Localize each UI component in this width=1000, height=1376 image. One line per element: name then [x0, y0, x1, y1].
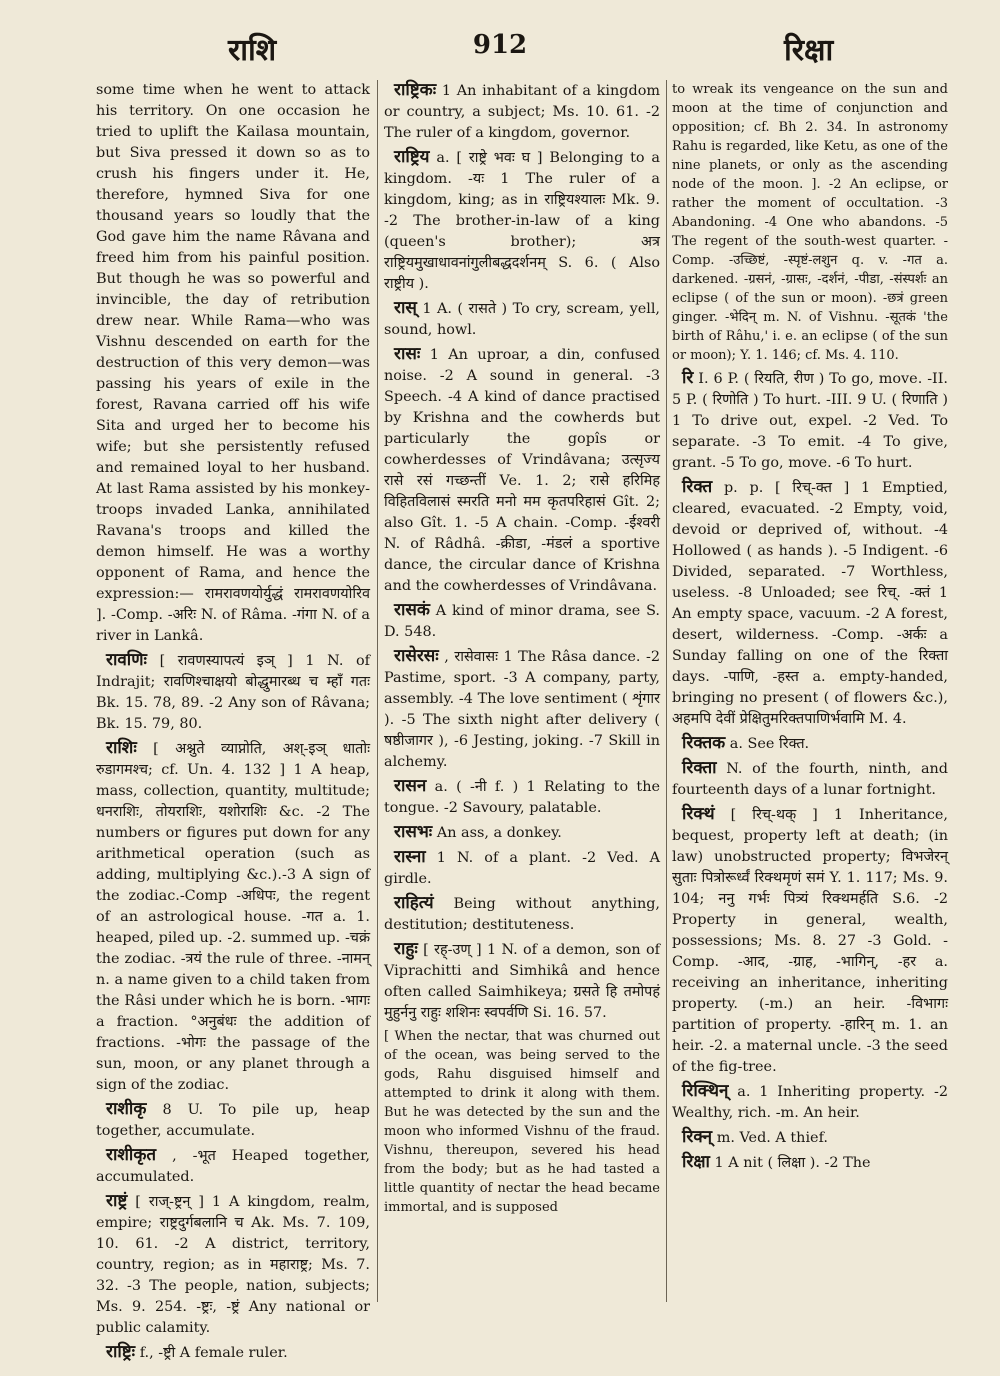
- entry-headword: रासकं: [394, 600, 430, 620]
- column-divider: [666, 80, 667, 1302]
- entry-text: 8 U. To pile up, heap together, accumulate.: [96, 1102, 370, 1139]
- entry-headword: रिक्ता: [682, 758, 717, 778]
- entry-headword: रिक्त: [682, 477, 713, 497]
- dictionary-entry: [384, 80, 660, 144]
- entry-headword: रिक्न्: [682, 1127, 713, 1147]
- entry-text: [ राज्-ष्ट्रन् ] 1 A kingdom, realm, empire; राष्ट्रदुर्गबलानि च Ak. Ms. 7. 109, 10. 61. -2 A district, territory, country, region; as in महाराष्ट्र; Ms. 7. 32. -3 The people, nation, subjects; Ms. 9. 254. -ष्ट्रः, -ष्ट्रं Any national or public calamity.: [96, 1194, 371, 1336]
- entry-text: An ass, a donkey.: [436, 825, 562, 841]
- column-right: [672, 80, 948, 1300]
- entry-text: [ रावणस्यापत्यं इञ् ] 1 N. of Indrajit; रावणिश्चाक्षयो बोद्धुमारब्ध च म्हाँ गतः Bk. 15. 78, 89. -2 Any son of Râvana; Bk. 15. 79, 80.: [96, 653, 370, 732]
- entry-headword: राहित्यं: [394, 893, 434, 913]
- dictionary-entry: [384, 600, 660, 643]
- dictionary-entry: [672, 80, 948, 365]
- entry-text: 1 N. of a plant. -2 Ved. A girdle.: [384, 850, 661, 887]
- entry-text: A kind of minor drama, see S. D. 548.: [384, 603, 661, 640]
- dictionary-entry: [384, 776, 660, 819]
- entry-text: some time when he went to attack his territory. On one occasion he tried to uplift the Kailasa mountain, but Siva pressed it down so as to crush his fingers under it. He, therefore, hymned Siva for one thousand years so loudly that the God gave him the name Râvana and freed him from his painful position. But though he was so powerful and invincible, the day of retribution drew near. While Rama—who was Vishnu descended on earth for the destruction of this very demon—was passing his years of exile in the forest, Ravana carried off his wife Sita and urged her to become his wife; but she persistently refused and remained loyal to her husband. At last Rama assisted by his monkey-troops invaded Lanka, annihilated Ravana's troops and killed the demon himself. He was a worthy opponent of Rama, and hence the expression:— रामरावणयोर्युद्धं रामरावणयोरिव ]. -Comp. -अरिः N. of Râma. -गंगा N. of a river in Lankâ.: [96, 82, 370, 644]
- dictionary-entry: [384, 147, 660, 295]
- entry-text: [ When the nectar, that was churned out of the ocean, was being served to the gods, Rahu disguised himself and attempted to drink it along with them. But he was detected by the sun and the moon who informed Vishnu of the fraud. Vishnu, thereupon, severed his head from the body; but as he had tasted a little quantity of nectar the head became immortal, and is supposed: [384, 1029, 660, 1215]
- column-left: [96, 80, 371, 1362]
- entry-text: a. ( -नी f. ) 1 Relating to the tongue. -2 Savoury, palatable.: [384, 779, 660, 816]
- entry-text: a. 1 Inheriting property. -2 Wealthy, rich. -m. An heir.: [672, 1084, 948, 1121]
- entry-headword: रास्: [394, 298, 417, 318]
- dictionary-entry: [96, 80, 370, 647]
- entry-text: , रासेवासः 1 The Râsa dance. -2 Pastime, sport. -3 A company, party, assembly. -4 The love sentiment ( शृंगार ). -5 The sixth night after delivery ( षष्ठीजागर ), -6 Jesting, joking. -7 Skill in alchemy.: [384, 649, 661, 770]
- entry-text: m. Ved. A thief.: [716, 1130, 828, 1146]
- dictionary-entry: [96, 738, 370, 1096]
- entry-text: [ रह्-उण् ] 1 N. of a demon, son of Viprachitti and Simhikâ and hence often called Saimhikeya; ग्रसते हि तमोपहं मुहुर्ननु राहुः शशिनः स्वपर्वणि Si. 16. 57.: [384, 942, 660, 1021]
- entry-text: Being without anything, destitution; destituteness.: [384, 896, 661, 933]
- entry-text: 1 A. ( रासते ) To cry, scream, yell, sound, howl.: [384, 301, 660, 338]
- dictionary-entry: [384, 344, 660, 597]
- dictionary-entry: [384, 893, 660, 936]
- dictionary-entry: [96, 1191, 370, 1339]
- entry-text: p. p. [ रिच्-क्त ] 1 Emptied, cleared, evacuated. -2 Empty, void, devoid or deprived of, without. -4 Hollowed ( as hands ). -5 Indigent. -6 Divided, separated. -7 Worthless, useless. -8 Unloaded; see रिच्. -क्तं 1 An empty space, vacuum. -2 A forest, desert, wilderness. -Comp. -अर्कः a Sunday falling on one of the रिक्ता days. -पाणि, -हस्त a. empty-handed, bringing no present ( of flowers &c.), अहमपि देवीं प्रेक्षितुमरिक्तपाणिर्भवामि M. 4.: [672, 480, 949, 727]
- entry-text: , -भूत Heaped together, accumulated.: [96, 1148, 370, 1185]
- entry-headword: राष्ट्रिय: [394, 147, 430, 167]
- dictionary-entry: [384, 939, 660, 1024]
- dictionary-entry: [672, 368, 948, 474]
- running-head-right: रिक्षा: [784, 33, 834, 68]
- entry-headword: राशिः: [106, 738, 137, 758]
- dictionary-entry: [672, 804, 948, 1078]
- dictionary-entry: [672, 1152, 948, 1174]
- running-head-left: राशि: [228, 33, 277, 68]
- dictionary-entry: [96, 1342, 370, 1364]
- entry-headword: राष्ट्रिः: [106, 1342, 136, 1362]
- entry-headword: रासः: [394, 344, 421, 364]
- entry-text: I. 6 P. ( रियति, रीण ) To go, move. -II. 5 P. ( रिणोति ) To hurt. -III. 9 U. ( रिणाति ) 1 To drive out, expel. -2 Ved. To separate. -3 To emit. -4 To give, grant. -5 To go, move. -6 To hurt.: [672, 371, 949, 471]
- entry-headword: रासेरसः: [394, 646, 439, 666]
- dictionary-entry: [96, 1099, 370, 1142]
- entry-headword: रिक्षा: [682, 1152, 710, 1172]
- entry-headword: रिक्थिन्: [682, 1081, 729, 1101]
- entry-headword: रिक्थं: [682, 804, 715, 824]
- entry-text: [ रिच्-थक् ] 1 Inheritance, bequest, property left at death; (in law) unobstructed property; विभजेरन् सुताः पित्रोरूर्ध्वं रिक्थमृणं समं Y. 1. 117; Ms. 9. 104; ननु गर्भः पित्र्यं रिक्थमर्हति S.6. -2 Property in general, wealth, possessions; Ms. 8. 27 -3 Gold. -Comp. -आद, -ग्राह, -भागिन्, -हर a. receiving an inheritance, inheriting property. (-m.) an heir. -विभागः partition of property. -हारिन् m. 1. an heir. -2. a maternal uncle. -3 the seed of the fig-tree.: [672, 807, 949, 1075]
- entry-text: 1 An inhabitant of a kingdom or country, a subject; Ms. 10. 61. -2 The ruler of a kingdom, governor.: [384, 83, 661, 141]
- entry-headword: राहुः: [394, 939, 418, 959]
- entry-headword: रासन: [394, 776, 427, 796]
- dictionary-entry: [672, 733, 948, 755]
- entry-headword: राशीकृ: [106, 1099, 147, 1119]
- dictionary-entry: [384, 822, 660, 844]
- entry-headword: राष्ट्रं: [106, 1191, 128, 1211]
- entry-headword: रास्ना: [394, 847, 426, 867]
- dictionary-entry: [384, 646, 660, 773]
- entry-headword: रासभः: [394, 822, 433, 842]
- dictionary-entry: [96, 650, 370, 735]
- entry-text: a. [ राष्ट्रे भवः घ ] Belonging to a kingdom. -यः 1 The ruler of a kingdom, king; as in राष्ट्रियश्यालः Mk. 9. -2 The brother-in-law of a king (queen's brother); अत्र राष्ट्रियमुखाधावनांगुलीबद्धदर्शनम् S. 6. ( Also राष्ट्रीय ).: [384, 150, 660, 292]
- column-divider: [377, 80, 378, 1302]
- entry-text: 1 A nit ( लिक्षा ). -2 The: [714, 1155, 871, 1171]
- entry-text: [ अश्नुते व्याप्नोति, अश्-इञ् धातोः रुडागमश्च; cf. Un. 4. 132 ] 1 A heap, mass, collection, quantity, multitude; धनराशिः, तोयराशिः, यशोराशिः &c. -2 The numbers or figures put down for any arithmetical operation (such as adding, multiplying &c.).-3 A sign of the zodiac.-Comp -अधिपः, the regent of an astrological house. -गत a. 1. heaped, piled up. -2. summed up. -चक्रं the zodiac. -त्रयं the rule of three. -नामन् n. a name given to a child taken from the Râsi under which he is born. -भागः a fraction. °अनुबंधः the addition of fractions. -भोगः the passage of the sun, moon, or any planet through a sign of the zodiac.: [96, 741, 370, 1093]
- entry-headword: रिक्तक: [682, 733, 726, 753]
- dictionary-entry: [384, 847, 660, 890]
- entry-text: to wreak its vengeance on the sun and moon at the time of conjunction and opposition; cf. Bh 2. 34. In astronomy Rahu is regarded, like Ketu, as one of the nine planets, or only as the ascending node of the moon. ]. -2 An eclipse, or rather the moment of occultation. -3 Abandoning. -4 One who abandons. -5 The regent of the south-west quarter. -Comp. -उच्छिष्टं, -स्पृष्टं-लशुन q. v. -गत a. darkened. -ग्रसनं, -ग्रासः, -दर्शनं, -पीडा, -संस्पर्शः an eclipse ( of the sun or moon). -छत्रं green ginger. -भेदिन् m. N. of Vishnu. -सूतकं 'the birth of Râhu,' i. e. an eclipse ( of the sun or moon); Y. 1. 146; cf. Ms. 4. 110.: [672, 82, 948, 363]
- dictionary-entry: [96, 1145, 370, 1188]
- entry-text: f., -ष्ट्री A female ruler.: [139, 1345, 288, 1361]
- entry-headword: रि: [682, 368, 694, 388]
- entry-text: a. See रिक्त.: [729, 736, 810, 752]
- dictionary-entry: [672, 477, 948, 730]
- dictionary-entry: [384, 1027, 660, 1217]
- dictionary-entry: [672, 1127, 948, 1149]
- entry-headword: रावणिः: [106, 650, 147, 670]
- column-middle: [384, 80, 660, 1300]
- entry-headword: राष्ट्रिकः: [394, 80, 437, 100]
- page-number: 912: [472, 30, 528, 60]
- entry-text: N. of the fourth, ninth, and fourteenth days of a lunar fortnight.: [672, 761, 949, 798]
- dictionary-entry: [672, 1081, 948, 1124]
- dictionary-entry: [672, 758, 948, 801]
- dictionary-entry: [384, 298, 660, 341]
- entry-headword: राशीकृत: [106, 1145, 157, 1165]
- entry-text: 1 An uproar, a din, confused noise. -2 A sound in general. -3 Speech. -4 A kind of dance practised by Krishna and the cowherds but particularly the gopîs or cowherdesses of Vrindâvana; उत्सृज्य रासे रसं गच्छन्तीं Ve. 1. 2; रासे हरिमिह विहितविलासं स्मरति मनो मम कृतपरिहासं Gît. 2; also Gît. 1. -5 A chain. -Comp. -ईश्वरी N. of Râdhâ. -क्रीडा, -मंडलं a sportive dance, the circular dance of Krishna and the cowherdesses of Vrindâvana.: [384, 347, 660, 594]
